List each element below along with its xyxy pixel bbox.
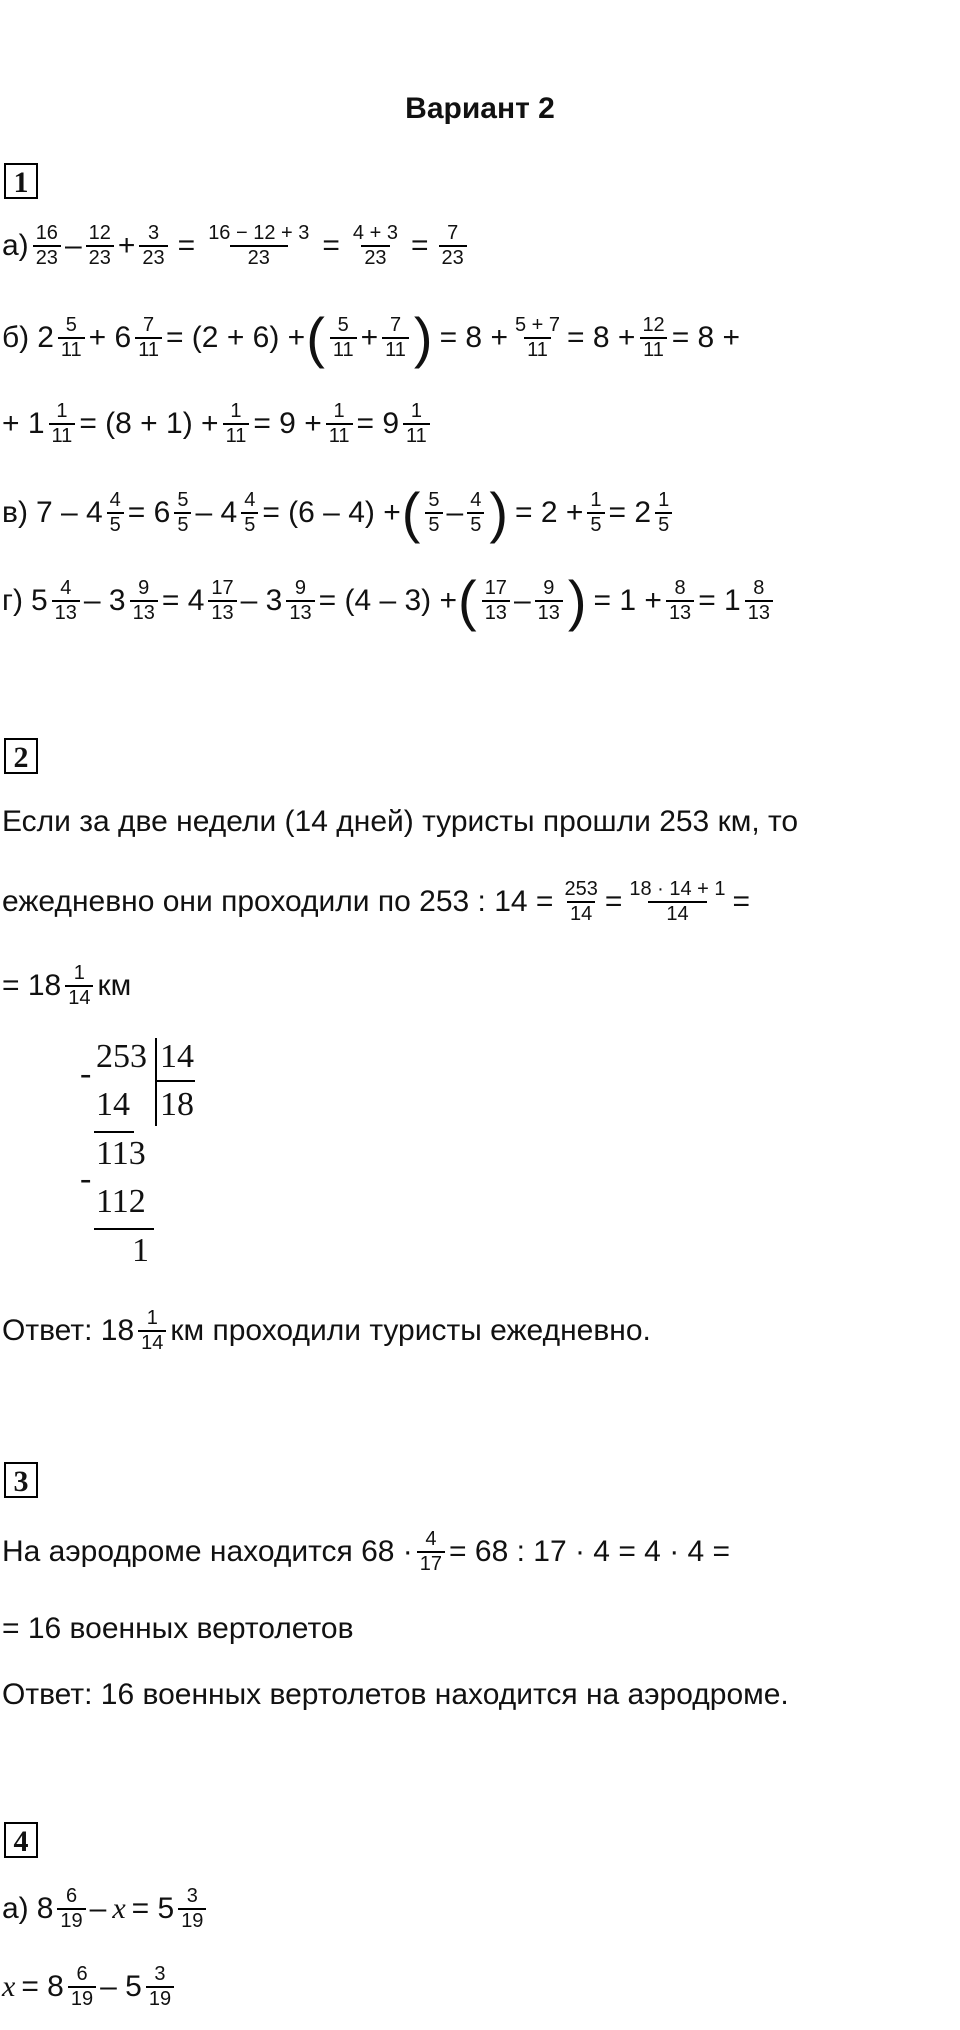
task1-b-label: б) (2, 321, 30, 354)
task2-line3: = 18 $\frac{1}{14}$ км (2, 962, 132, 1009)
ld-rem1: 113 (96, 1135, 146, 1172)
task3-line1-prefix: На аэродроме находится 68 · (2, 1535, 413, 1568)
task2-line2-text: ежедневно они проходили по 253 : 14 = (2, 885, 554, 918)
task1-line-b-cont: + 1 $\frac{1}{11}$ = (8 + 1) + $\frac{1}{11}$ = 9 + $\frac{1}{11}$ = 9 $\frac{1}{11}$ (2, 400, 434, 448)
task3-line2: = 16 военных вертолетов (2, 1612, 354, 1645)
task1-v-label: в) (2, 496, 28, 529)
task1-line-a: а) $\frac{16}{23}$ – $\frac{12}{23}$ + $\frac{3}{23}$ = $\frac{16 - 12 + 3}{23}$ = $\frac{4 + 3}{23}$ = $\frac{7}{23}$ (2, 222, 471, 270)
task4-line-b: x = 8 $\frac{6}{19}$ – 5 $\frac{3}{19}$ (2, 1963, 178, 2011)
task1-line-v: в) 7 – 4 $\frac{4}{5}$ = 6 $\frac{5}{5}$ – 4 $\frac{4}{5}$ = (6 – 4) + ( $\frac{5}{5}$ – $\frac{4}{5}$ ) = 2 + $\frac{1}{5}$ = 2 $\frac{1}{5}$ (2, 485, 676, 541)
fraction: $\frac{4 + 3}{23}$ (352, 222, 398, 269)
ld-divisor: 14 (160, 1038, 194, 1075)
ld-rem2: 1 (132, 1232, 149, 1269)
fraction: $\frac{12}{23}$ (86, 222, 114, 270)
task1-line-b: б) 2 $\frac{5}{11}$ + 6 $\frac{7}{11}$ = (2 + 6) + ( $\frac{5}{11}$ + $\frac{7}{11}$ ) = 8 + $\frac{5 + 7}{11}$ = 8 + $\frac{12}{11}$ = 8 + (2, 306, 741, 369)
fraction: $\frac{3}{23}$ (139, 222, 167, 270)
task3-line1: На аэродроме находится 68 · $\frac{4}{17}$ = 68 : 17 · 4 = 4 · 4 = (2, 1528, 731, 1575)
fraction: $\frac{16}{23}$ (33, 222, 61, 270)
task3-answer: Ответ: 16 военных вертолетов находится на аэродроме. (2, 1678, 789, 1711)
task1-a-label: а) (2, 229, 29, 262)
task2-line3-suffix: км (97, 969, 132, 1002)
ld-dividend: 253 (96, 1038, 147, 1075)
task2-line3-prefix: = 18 (2, 969, 62, 1002)
task1-g-label: г) (2, 584, 23, 617)
task-number-3: 3 (4, 1462, 38, 1498)
page-title: Вариант 2 (405, 92, 555, 125)
task1-line-g: г) 5 $\frac{4}{13}$ – 3 $\frac{9}{13}$ = 4 $\frac{17}{13}$ – 3 $\frac{9}{13}$ = (4 – 3) + ( $\frac{17}{13}$ – $\frac{9}{13}$ ) = 1 + $\frac{8}{13}$ = 1 $\frac{8}{13}$ (2, 573, 777, 629)
task-number-1: 1 (4, 163, 38, 199)
task2-answer: Ответ: 18 $\frac{1}{14}$ км проходили туристы ежедневно. (2, 1307, 651, 1354)
fraction: $\frac{7}{23}$ (439, 222, 467, 270)
task-number-4: 4 (4, 1822, 38, 1858)
task-number-2: 2 (4, 738, 38, 774)
task3-line1-suffix: = 68 : 17 · 4 = 4 · 4 = (449, 1535, 731, 1568)
fraction: $\frac{16 - 12 + 3}{23}$ (208, 222, 310, 269)
task4-line-a: а) 8 $\frac{6}{19}$ – x = 5 $\frac{3}{19}$ (2, 1885, 210, 1933)
task2-line2: ежедневно они проходили по 253 : 14 = $\frac{253}{14}$ = $\frac{18 \cdot 14 + 1}{14}$ = (2, 878, 751, 925)
ld-sub2: 112 (96, 1183, 146, 1220)
task4-a-label: а) (2, 1892, 29, 1925)
task2-answer-suffix: км проходили туристы ежедневно. (170, 1314, 651, 1347)
ld-sub1: 14 (96, 1086, 130, 1123)
ld-quotient: 18 (160, 1086, 194, 1123)
task2-line1: Если за две недели (14 дней) туристы прошли 253 км, то (2, 805, 799, 838)
task2-answer-prefix: Ответ: 18 (2, 1314, 135, 1347)
